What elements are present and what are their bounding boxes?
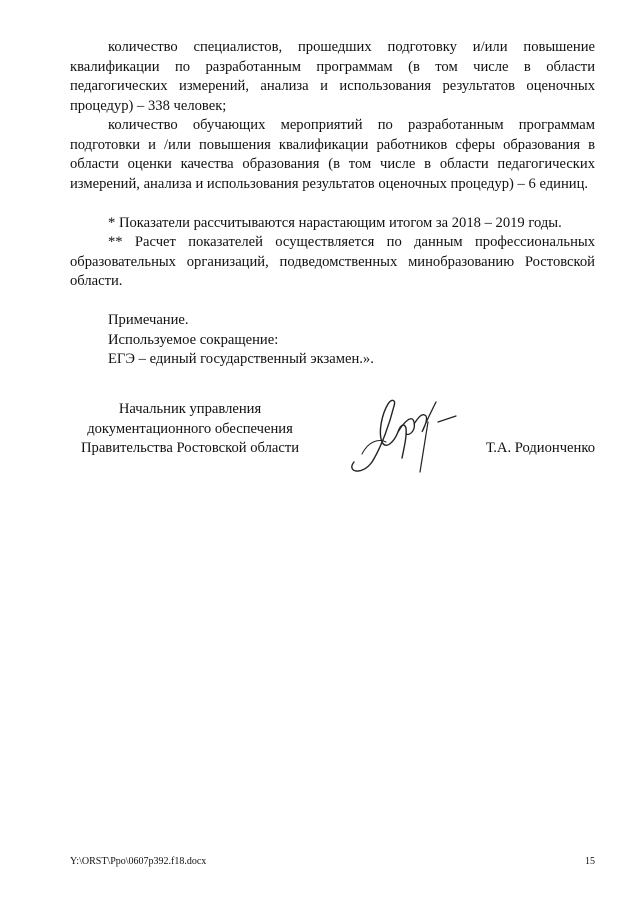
footnote-2: ** Расчет показателей осуществляется по данным профессиональных образовательных организаций, подведомственных минобразованию Ростовской области. xyxy=(70,234,595,289)
note-abbreviation: ЕГЭ – единый государственный экзамен.». xyxy=(108,351,374,367)
file-path: Y:\ORST\Ppo\0607p392.f18.docx xyxy=(70,856,207,867)
signature-block xyxy=(70,400,595,480)
paragraph-events: количество обучающих мероприятий по разработанным программам подготовки и /или повышения квалификации работников сферы образования в области оценки качества образования (в том числе в области педагогических измерений, анализа и использования результатов оценочных процедур) – 6 единиц. xyxy=(70,117,595,192)
main-text xyxy=(70,38,595,370)
signatory-position xyxy=(70,400,310,459)
note-subtitle: Используемое сокращение: xyxy=(108,331,279,348)
paragraph-specialists: количество специалистов, прошедших подготовку и/или повышение квалификации по разработанным программам (в том числе в области педагогических измерений, анализа и использования результатов оценочных процедур) – 338 человек; xyxy=(70,39,595,114)
signatory-name: Т.А. Родионченко xyxy=(485,440,595,456)
note-title: Примечание. xyxy=(108,312,189,328)
page-number: 15 xyxy=(585,856,595,867)
handwritten-signature xyxy=(342,392,462,480)
position-line-2: документационного обеспечения xyxy=(87,420,293,437)
footnote-1: * Показатели рассчитываются нарастающим итогом за 2018 – 2019 годы. xyxy=(108,214,562,231)
position-line-3: Правительства Ростовской области xyxy=(80,440,300,456)
position-line-1: Начальник управления xyxy=(118,401,262,417)
